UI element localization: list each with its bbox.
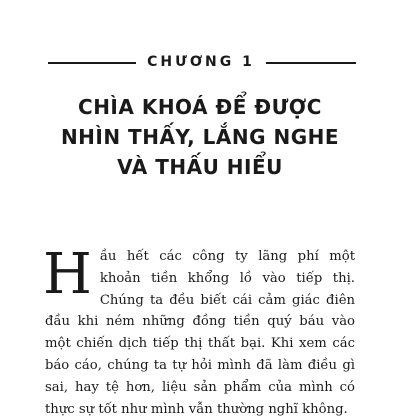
chapter-title-line-3: VÀ THẤU HIỂU bbox=[117, 155, 283, 179]
body-paragraph-text: ầu hết các công ty lãng phí một khoản tiền khổng lồ vào tiếp thị. Chúng ta đều biết cái cảm giác điên đầu khi ném những đồng tiền quý báu vào một chiến dịch tiếp thị thất bại. Khi xem các báo cáo, chúng ta tự hỏi mình đã làm điều gì sai, hay tệ hơn, liệu sản phẩm của mình có thực sự tốt như mình vẫn thường nghĩ không. bbox=[45, 249, 355, 417]
chapter-rule-left bbox=[48, 62, 136, 64]
chapter-title bbox=[0, 92, 400, 182]
chapter-label: CHƯƠNG 1 bbox=[147, 54, 255, 70]
body-paragraph bbox=[43, 242, 355, 420]
drop-cap: H bbox=[43, 242, 92, 307]
chapter-heading bbox=[0, 50, 400, 74]
chapter-title-line-2: NHÌN THẤY, LẮNG NGHE bbox=[60, 125, 340, 149]
chapter-title-line-1: CHÌA KHOÁ ĐỂ ĐƯỢC bbox=[78, 95, 322, 119]
chapter-rule-right bbox=[266, 62, 356, 64]
